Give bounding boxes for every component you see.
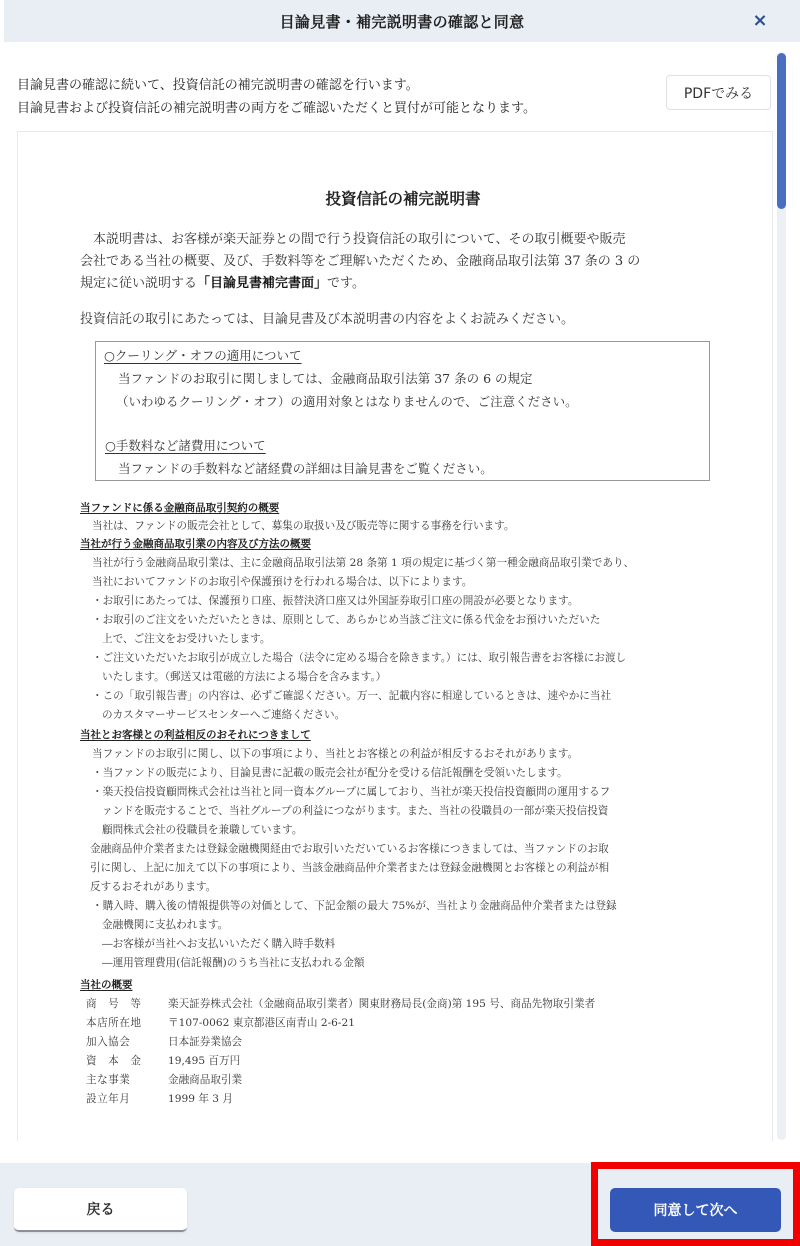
- company-info-row: [86, 1072, 242, 1087]
- agree-next-button[interactable]: 同意して次へ: [610, 1188, 781, 1232]
- section-heading: 当社が行う金融商品取引業の内容及び方法の概要: [80, 538, 311, 550]
- document-name-bold: 「目論見書補完書面」: [197, 276, 328, 291]
- section-line: のカスタマーサービスセンターへご連絡ください。: [102, 709, 346, 721]
- info-value: 日本証券業協会: [168, 1036, 243, 1048]
- info-value: 金融商品取引業: [168, 1074, 243, 1086]
- section-line: 当社においてファンドのお取引や保護預けを行われる場合は、以下によります。: [92, 576, 473, 588]
- section-line: ・お取引にあたっては、保護預り口座、振替決済口座又は外国証券取引口座の開設が必要となります。: [92, 595, 579, 607]
- scrollbar-thumb[interactable]: [777, 53, 786, 209]
- section-line: 金融商品仲介業者または登録金融機関経由でお取引いただいているお客様につきましては、当ファンドのお取: [90, 843, 609, 855]
- fees-line: 当ファンドの手数料など諸経費の詳細は目論見書をご覧ください。: [118, 461, 493, 476]
- section-line: ・この「取引報告書」の内容は、必ずご確認ください。万一、記載内容に相違しているときは、速やかに当社: [92, 690, 612, 702]
- section-line: 当社は、ファンドの販売会社として、募集の取扱い及び販売等に関する事務を行います。: [92, 520, 515, 532]
- info-label: 設立年月: [86, 1093, 131, 1105]
- info-label: 商 号 等: [86, 998, 142, 1010]
- fees-heading: ○手数料など諸費用について: [105, 438, 266, 453]
- intro-text-post: です。: [327, 276, 365, 291]
- document-intro: [80, 229, 725, 295]
- intro-text: [17, 74, 657, 120]
- notice-box: [95, 341, 710, 481]
- section-heading: 当社の概要: [80, 979, 133, 991]
- close-button[interactable]: [748, 8, 772, 32]
- section-line: 金融機関に支払われます。: [102, 919, 229, 931]
- info-label: 本店所在地: [86, 1017, 142, 1029]
- info-value: 19,495 百万円: [168, 1055, 241, 1067]
- intro-line-1: 目論見書の確認に続いて、投資信託の補完説明書の確認を行います。: [17, 78, 419, 93]
- info-label: 資 本 金: [86, 1055, 142, 1067]
- section-heading: 当ファンドに係る金融商品取引契約の概要: [80, 502, 280, 514]
- section-line: 反するおそれがあります。: [90, 881, 217, 893]
- section-line: ァンドを販売することで、当社グループの利益につながります。また、当社の役職員の一部が楽天投信投資: [102, 805, 609, 817]
- section-line: ―お客様が当社へお支払いいただく購入時手数料: [102, 938, 336, 950]
- section-line: ・お取引のご注文をいただいたときは、原則として、あらかじめ当該ご注文に係る代金をお預けいただいた: [92, 614, 601, 626]
- company-info-row: [86, 996, 595, 1011]
- section-line: ・当ファンドの販売により、目論見書に記載の販売会社が配分を受ける信託報酬を受領いたします。: [92, 767, 568, 779]
- cooling-off-line: 当ファンドのお取引に関しましては、金融商品取引法第 37 条の 6 の規定: [118, 371, 533, 386]
- section-line: ・購入時、購入後の情報提供等の対価として、下記金額の最大 75%が、当社より金融商品仲介業者または登録: [92, 900, 617, 912]
- view-pdf-button[interactable]: PDFでみる: [666, 75, 771, 110]
- company-info-row: [86, 1091, 233, 1106]
- company-info-row: [86, 1053, 240, 1068]
- info-value: 楽天証券株式会社（金融商品取引業者）関東財務局長(金商)第 195 号、商品先物取引業者: [168, 998, 596, 1010]
- section-line: 上で、ご注文をお受けいたします。: [102, 633, 271, 645]
- info-value: 〒107-0062 東京都港区南青山 2-6-21: [168, 1017, 355, 1029]
- document-viewer[interactable]: [17, 131, 773, 1141]
- modal-title: 目論見書・補完説明書の確認と同意: [279, 12, 525, 31]
- back-button[interactable]: 戻る: [14, 1188, 187, 1232]
- section-line: ―運用管理費用(信託報酬)のうち当社に支払われる金額: [102, 957, 365, 969]
- section-line: 顧問株式会社の役職員を兼職しています。: [102, 824, 303, 836]
- intro-paragraph-line: [80, 273, 725, 295]
- document-title: 投資信託の補完説明書: [325, 189, 481, 208]
- intro-text-pre: 規定に従い説明する: [80, 276, 198, 291]
- section-line: ・楽天投信投資顧問株式会社は当社と同一資本グループに属しており、当社が楽天投信投資顧問の運用するフ: [92, 786, 611, 798]
- modal-header: [4, 0, 800, 42]
- company-info-row: [86, 1015, 355, 1030]
- cooling-off-heading: ○クーリング・オフの適用について: [104, 348, 302, 363]
- close-icon: ×: [752, 9, 768, 31]
- info-label: 主な事業: [86, 1074, 131, 1086]
- read-notice: 投資信託の取引にあたっては、目論見書及び本説明書の内容をよくお読みください。: [80, 312, 575, 327]
- intro-line-2: 目論見書および投資信託の補完説明書の両方をご確認いただくと買付が可能となります。: [17, 101, 536, 116]
- section-line: ・ご注文いただいたお取引が成立した場合（法令に定める場合を除きます。）には、取引報告書をお客様にお渡し: [92, 652, 627, 664]
- intro-paragraph-line: 会社である当社の概要、及び、手数料等をご理解いただくため、金融商品取引法第 37 条の 3 の: [80, 254, 641, 269]
- info-value: 1999 年 3 月: [168, 1093, 233, 1105]
- company-info-row: [86, 1034, 242, 1049]
- section-line: 当ファンドのお取引に関し、以下の事項により、当社とお客様との利益が相反するおそれがあります。: [92, 748, 579, 760]
- intro-paragraph-line: 本説明書は、お客様が楽天証券との間で行う投資信託の取引について、その取引概要や販売: [93, 232, 626, 247]
- info-label: 加入協会: [86, 1036, 131, 1048]
- cooling-off-line: （いわゆるクーリング・オフ）の適用対象とはなりませんので、ご注意ください。: [116, 394, 578, 409]
- section-line: 当社が行う金融商品取引業は、主に金融商品取引法第 28 条第 1 項の規定に基づく第一種金融商品取引業であり、: [92, 557, 635, 569]
- section-line: いたします。（郵送又は電磁的方法による場合を含みます。）: [102, 671, 387, 683]
- section-heading: 当社とお客様との利益相反のおそれにつきまして: [80, 729, 311, 741]
- section-line: 引に関し、上記に加えて以下の事項により、当該金融商品仲介業者または登録金融機関とお客様との利益が相: [90, 862, 610, 874]
- scrollbar-track[interactable]: [777, 52, 786, 1140]
